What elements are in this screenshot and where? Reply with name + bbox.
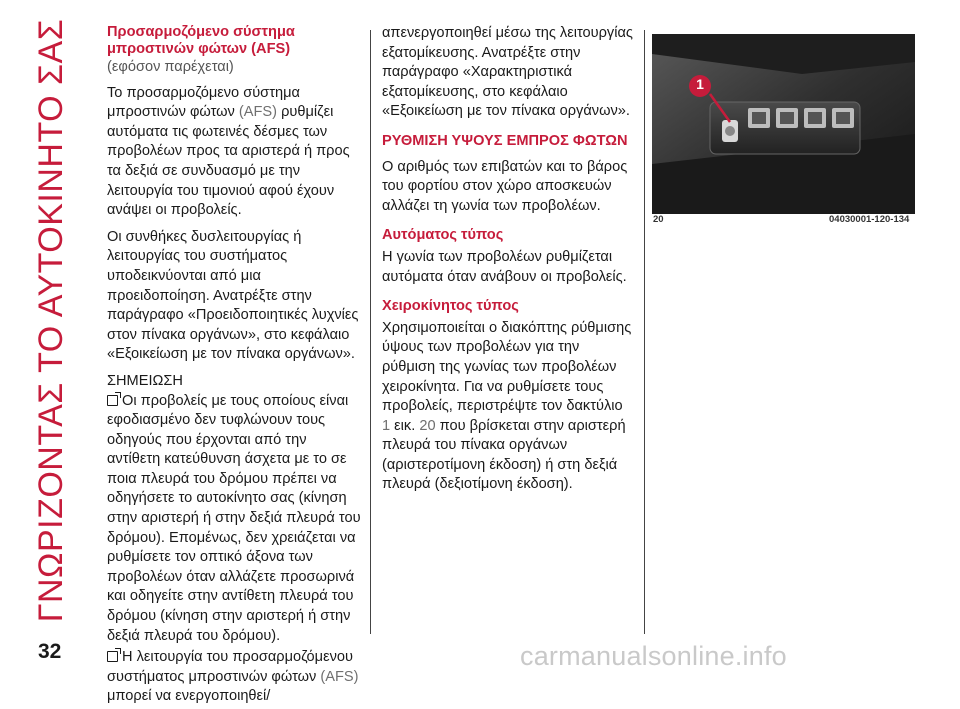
note-bullet-icon bbox=[107, 651, 118, 662]
subheading-manual: Χειροκίνητος τύπος bbox=[382, 298, 519, 315]
page-number: 32 bbox=[38, 640, 62, 663]
figure-callout-1: 1 bbox=[696, 76, 704, 92]
watermark: carmanualsonline.info bbox=[520, 641, 787, 671]
note-item-1: Οι προβολείς με τους οποίους είναι εφοδιασμένο δεν τυφλώνουν τους οδηγούς που έρχονται από την αντίθετη κατεύθυνση άσχετα με το σε ποια πλευρά του δρόμου πρέπει να οδηγήσετε το αυτοκίνητο σας (κίνηση στην αριστερή ή στην δεξιά πλευρά του δρόμου). Επομένως, δεν χρειάζεται να ρυθμίσετε τον οπτικό άξονα των προβολέων όταν αλλάζετε προσωρινά και οδηγείτε στην αντίθετη πλευρά του δρόμου (κίνηση στην αριστερή ή στην δεξιά πλευρά του δρόμου). bbox=[107, 392, 361, 644]
leveling-description: Ο αριθμός των επιβατών και το βάρος του φορτίου στον χώρο αποσκευών αλλάζει τη γωνία των προβολέων. bbox=[382, 158, 628, 214]
column-divider-2 bbox=[644, 30, 645, 634]
automatic-description: Η γωνία των προβολέων ρυθμίζεται αυτόματα όταν ανάβουν οι προβολείς. bbox=[382, 248, 627, 285]
afs-malfunction-text: Οι συνθήκες δυσλειτουργίας ή λειτουργίας του συστήματος υποδεικνύονται από μια προειδοποίηση. Ανατρέξτε στην παράγραφο «Προειδοποιητικές λυχνίες στον πίνακα οργάνων», στο κεφάλαιο «Εξοικείωση με τον πίνακα οργάνων». bbox=[107, 228, 359, 363]
figure-number: 20 bbox=[653, 214, 664, 225]
column-divider-1 bbox=[370, 30, 371, 634]
dashboard-switch-photo bbox=[652, 34, 915, 214]
section-heading-afs: Προσαρμοζόμενο σύστημα μπροστινών φώτων (AFS) bbox=[107, 24, 295, 57]
note-bullet-icon bbox=[107, 395, 118, 406]
side-chapter-title bbox=[24, 0, 80, 640]
subheading-automatic: Αυτόματος τύπος bbox=[382, 227, 504, 244]
afs-description: Το προσαρμοζόμενο σύστημα μπροστινών φώτων (AFS) ρυθμίζει αυτόματα τις φωτεινές δέσμες των προβολέων προς τα αριστερά ή προς τα δεξιά σε συνδυασμό με την λειτουργία του τιμονιού αφού έχουν ανάψει οι προβολείς. bbox=[107, 84, 350, 219]
afs-continued-text: απενεργοποιηθεί μέσω της λειτουργίας εξατομίκευσης. Ανατρέξτε στην παράγραφο «Χαρακτηριστικά εξατομίκευσης, στο κεφάλαιο «Εξοικείωση με τον πίνακα οργάνων». bbox=[382, 25, 633, 120]
note-item-2: Η λειτουργία του προσαρμοζόμενου συστήματος μπροστινών φώτων (AFS) μπορεί να ενεργοποιηθεί/ bbox=[107, 649, 359, 705]
availability-note: (εφόσον παρέχεται) bbox=[107, 59, 234, 75]
note-label: ΣΗΜΕΙΩΣΗ bbox=[107, 372, 183, 389]
text-column-2 bbox=[382, 24, 634, 502]
side-chapter-title-text: ΓΝΩΡΙΖΟΝΤΑΣ ΤΟ ΑΥΤΟΚΙΝΗΤΟ ΣΑΣ bbox=[32, 18, 71, 622]
text-column-1 bbox=[107, 24, 363, 709]
manual-description: Χρησιμοποιείται ο διακόπτης ρύθμισης ύψους των προβολέων για την ρύθμιση της γωνίας των προβολέων χειροκίνητα. Για να ρυθμίσετε τους προβολείς, περιστρέψτε τον δακτύλιο 1 εικ. 20 που βρίσκεται στην αριστερή πλευρά του πίνακα οργάνων (αριστεροτίμονη έκδοση) ή στη δεξιά πλευρά (δεξιοτίμονη έκδοση). bbox=[382, 319, 632, 493]
section-heading-leveling: ΡΥΘΜΙΣΗ ΥΨΟΥΣ ΕΜΠΡΟΣ ΦΩΤΩΝ bbox=[382, 132, 628, 149]
figure-code: 04030001-120-134 bbox=[829, 214, 910, 225]
dashboard-switch-illustration bbox=[652, 34, 915, 214]
